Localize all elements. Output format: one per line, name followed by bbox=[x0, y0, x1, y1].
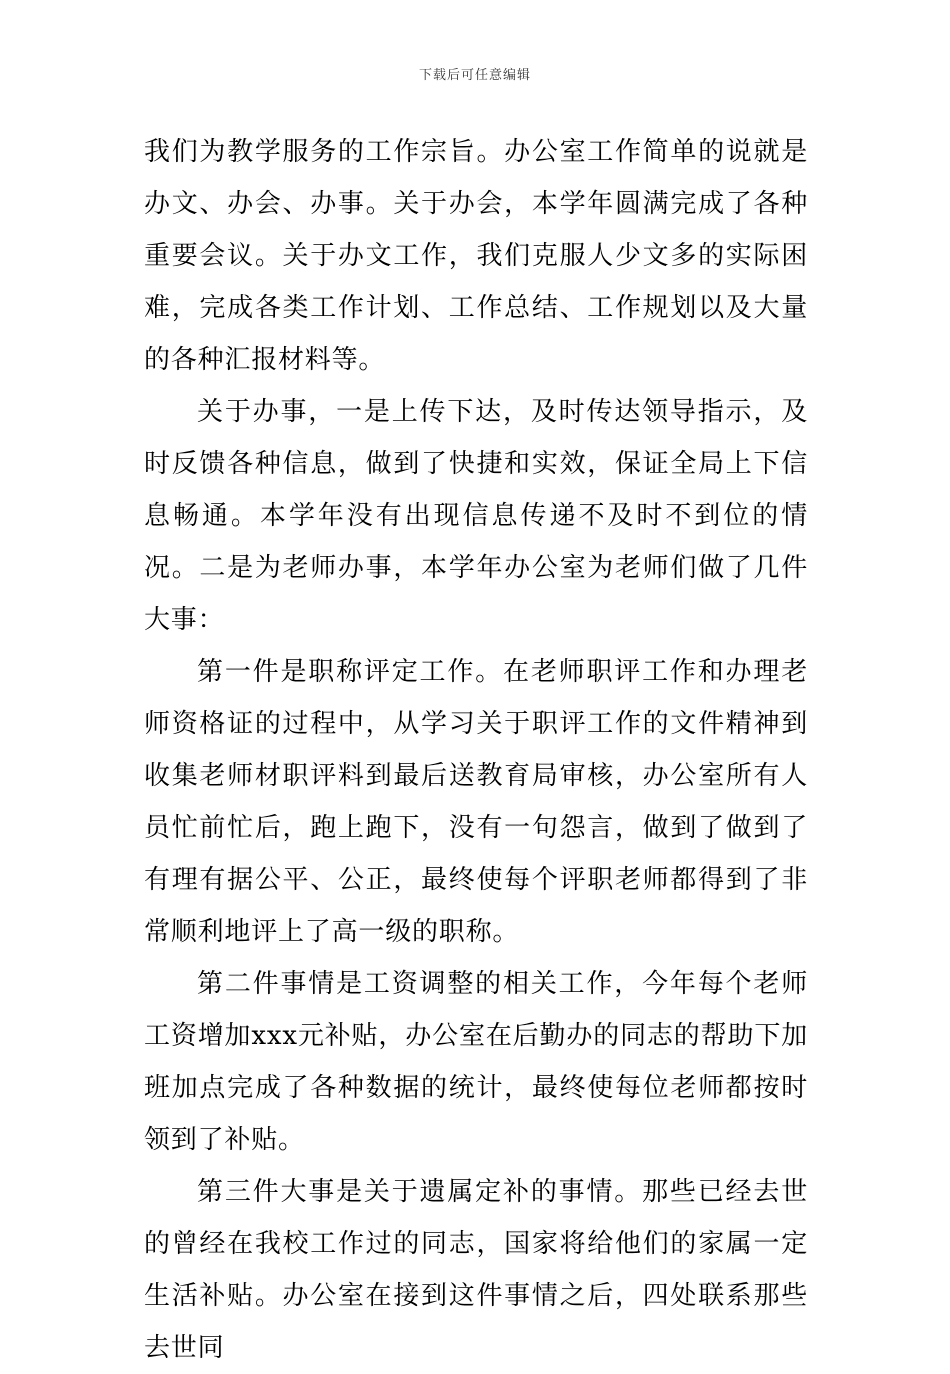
document-body bbox=[144, 126, 808, 1374]
paragraph-2: 关于办事，一是上传下达，及时传达领导指示，及时反馈各种信息，做到了快捷和实效，保证全局上下信息畅通。本学年没有出现信息传递不及时不到位的情况。二是为老师办事，本学年办公室为老师们做了几件大事： bbox=[144, 397, 808, 635]
paragraph-3: 第一件是职称评定工作。在老师职评工作和办理老师资格证的过程中，从学习关于职评工作的文件精神到收集老师材职评料到最后送教育局审核，办公室所有人员忙前忙后，跑上跑下，没有一句怨言，做到了做到了有理有据公平、公正，最终使每个评职老师都得到了非常顺利地评上了高一级的职称。 bbox=[144, 657, 808, 947]
paragraph-4: 第二件事情是工资调整的相关工作，今年每个老师工资增加xxx元补贴，办公室在后勤办的同志的帮助下加班加点完成了各种数据的统计，最终使每位老师都按时领到了补贴。 bbox=[144, 969, 808, 1155]
page-header: 下载后可任意编辑 bbox=[418, 68, 531, 83]
paragraph-5: 第三件大事是关于遗属定补的事情。那些已经去世的曾经在我校工作过的同志，国家将给他们的家属一定生活补贴。办公室在接到这件事情之后，四处联系那些去世同 bbox=[144, 1177, 808, 1363]
paragraph-1: 我们为教学服务的工作宗旨。办公室工作简单的说就是办文、办会、办事。关于办会，本学年圆满完成了各种重要会议。关于办文工作，我们克服人少文多的实际困难，完成各类工作计划、工作总结、工作规划以及大量的各种汇报材料等。 bbox=[144, 137, 808, 375]
